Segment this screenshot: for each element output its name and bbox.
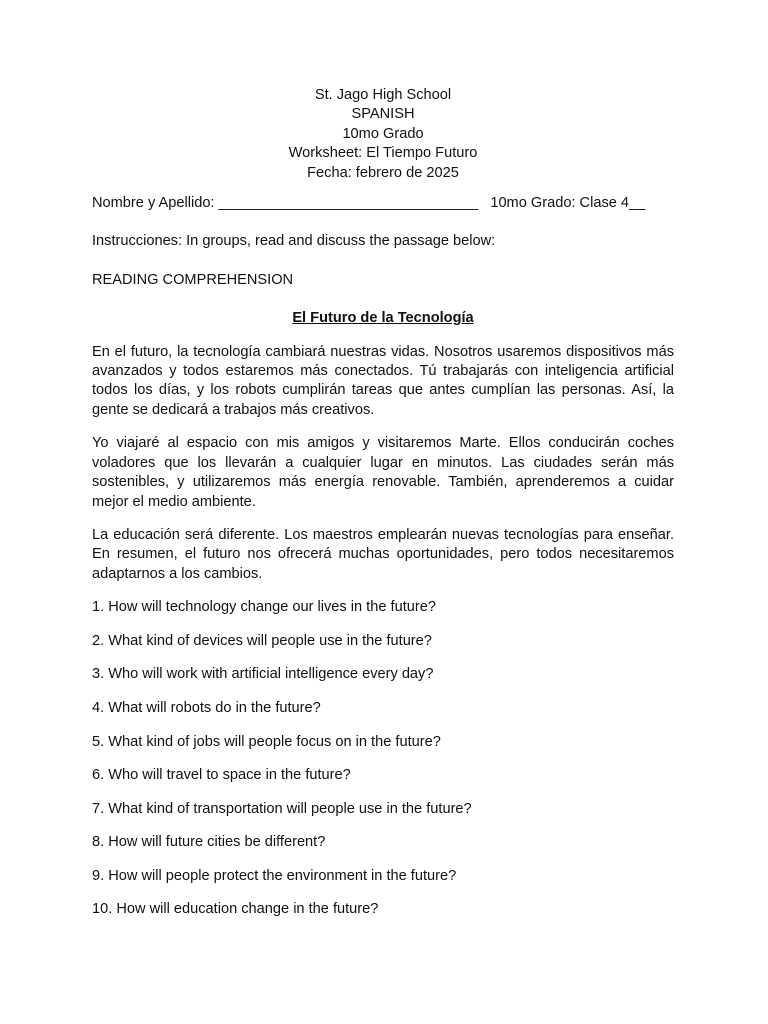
- question-item: 9. How will people protect the environment in the future?: [92, 867, 457, 884]
- question-item: 10. How will education change in the future?: [92, 901, 379, 918]
- instructions-text: Instrucciones: In groups, read and discuss the passage below:: [92, 233, 496, 250]
- subject-name: SPANISH: [351, 106, 415, 123]
- school-name: St. Jago High School: [314, 87, 452, 103]
- student-info-line: [92, 194, 674, 213]
- question-item: 7. What kind of transportation will people use in the future?: [92, 800, 472, 817]
- question-list: [92, 598, 674, 920]
- question-item: 5. What kind of jobs will people focus on in the future?: [92, 733, 441, 750]
- passage-paragraph: La educación será diferente. Los maestros emplearán nuevas tecnologías para enseñar. En resumen, el futuro nos ofrecerá muchas oportunidades, pero todos necesitaremos adaptarnos a los cambios.: [92, 526, 674, 582]
- section-heading: READING COMPREHENSION: [92, 271, 294, 288]
- question-item: 3. Who will work with artificial intelligence every day?: [92, 666, 434, 683]
- name-field-label: Nombre y Apellido: ________________________________: [92, 195, 479, 212]
- question-item: 1. How will technology change our lives in the future?: [92, 599, 436, 616]
- question-item: 2. What kind of devices will people use in the future?: [92, 632, 432, 649]
- question-item: 8. How will future cities be different?: [92, 834, 326, 851]
- passage-paragraph: En el futuro, la tecnología cambiará nuestras vidas. Nosotros usaremos dispositivos más avanzados y todos estaremos más conectados. Tú trabajarás con inteligencia artificial todos los días, y los robots cumplirán tareas que antes cumplían las personas. Así, la gente se dedicará a trabajos más creativos.: [92, 343, 674, 418]
- passage-title: El Futuro de la Tecnología: [292, 310, 474, 327]
- worksheet-title: Worksheet: El Tiempo Futuro: [288, 145, 478, 162]
- question-item: 6. Who will travel to space in the future?: [92, 767, 351, 784]
- passage-paragraph: Yo viajaré al espacio con mis amigos y visitaremos Marte. Ellos conducirán coches voladores que los llevarán a cualquier lugar en minutos. Las ciudades serán más sostenibles, y utilizaremos más energía renovable. También, aprenderemos a cuidar mejor el medio ambiente.: [92, 435, 674, 510]
- class-field-label: 10mo Grado: Clase 4__: [490, 195, 646, 212]
- question-item: 4. What will robots do in the future?: [92, 699, 321, 716]
- grade-level: 10mo Grado: [342, 125, 424, 142]
- worksheet-date: Fecha: febrero de 2025: [307, 164, 459, 181]
- worksheet-page: [92, 86, 674, 934]
- worksheet-header: [92, 86, 674, 183]
- passage-body: [92, 343, 674, 584]
